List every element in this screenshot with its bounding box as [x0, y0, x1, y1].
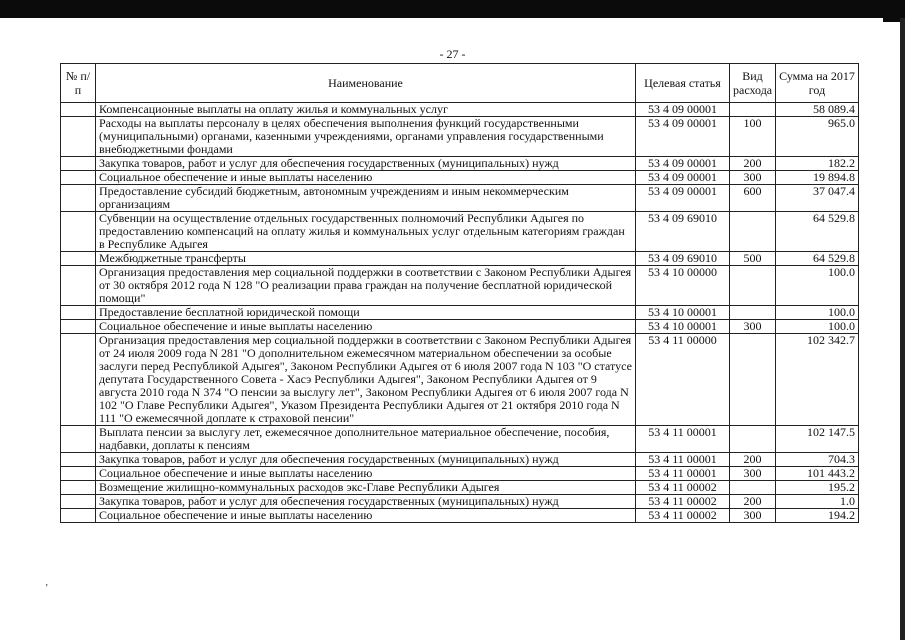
cell-name: Выплата пенсии за выслугу лет, ежемесячное дополнительное материальное обеспечение, пособия, надбавки, доплаты к пенсиям	[96, 426, 636, 453]
cell-code: 53 4 11 00002	[636, 481, 730, 495]
cell-code: 53 4 10 00000	[636, 266, 730, 306]
cell-sum: 102 342.7	[776, 334, 859, 426]
cell-code: 53 4 09 00001	[636, 157, 730, 171]
cell-name: Возмещение жилищно-коммунальных расходов экс-Главе Республики Адыгея	[96, 481, 636, 495]
cell-num	[61, 171, 96, 185]
cell-code: 53 4 10 00001	[636, 306, 730, 320]
table-row	[61, 306, 859, 320]
budget-table	[60, 63, 859, 523]
header-code: Целевая статья	[636, 64, 730, 103]
cell-code: 53 4 11 00000	[636, 334, 730, 426]
page-number: - 27 -	[439, 47, 466, 61]
cell-num	[61, 495, 96, 509]
header-name: Наименование	[96, 64, 636, 103]
cell-type: 300	[730, 320, 776, 334]
cell-type: 500	[730, 252, 776, 266]
cell-num	[61, 481, 96, 495]
cell-type: 300	[730, 171, 776, 185]
cell-num	[61, 426, 96, 453]
cell-name: Расходы на выплаты персоналу в целях обеспечения выполнения функций государственными (муниципальными) органами, казенными учреждениями, органами управления государственными внебюджетными фондами	[96, 117, 636, 157]
header-type: Вид расхода	[730, 64, 776, 103]
cell-num	[61, 320, 96, 334]
scan-top-border	[0, 0, 905, 18]
cell-name: Межбюджетные трансферты	[96, 252, 636, 266]
cell-num	[61, 103, 96, 117]
cell-type	[730, 306, 776, 320]
cell-num	[61, 185, 96, 212]
cell-code: 53 4 11 00001	[636, 467, 730, 481]
scan-mark: ʼ	[45, 583, 49, 594]
cell-type: 200	[730, 453, 776, 467]
cell-name: Субвенции на осуществление отдельных государственных полномочий Республики Адыгея по предоставлению компенсаций на оплату жилья и коммунальных услуг отдельным категориям граждан в Республике Адыгея	[96, 212, 636, 252]
cell-code: 53 4 11 00002	[636, 495, 730, 509]
cell-name: Социальное обеспечение и иные выплаты населению	[96, 467, 636, 481]
cell-sum: 1.0	[776, 495, 859, 509]
cell-code: 53 4 09 00001	[636, 117, 730, 157]
cell-code: 53 4 09 69010	[636, 252, 730, 266]
table-row	[61, 320, 859, 334]
cell-name: Компенсационные выплаты на оплату жилья и коммунальных услуг	[96, 103, 636, 117]
table-row	[61, 467, 859, 481]
cell-num	[61, 157, 96, 171]
cell-code: 53 4 10 00001	[636, 320, 730, 334]
cell-name: Закупка товаров, работ и услуг для обеспечения государственных (муниципальных) нужд	[96, 453, 636, 467]
cell-code: 53 4 09 69010	[636, 212, 730, 252]
table-row	[61, 334, 859, 426]
cell-type: 300	[730, 467, 776, 481]
cell-sum: 58 089.4	[776, 103, 859, 117]
cell-num	[61, 306, 96, 320]
cell-sum: 102 147.5	[776, 426, 859, 453]
cell-type	[730, 481, 776, 495]
cell-num	[61, 212, 96, 252]
cell-name: Предоставление бесплатной юридической помощи	[96, 306, 636, 320]
cell-code: 53 4 11 00002	[636, 509, 730, 523]
header-sum: Сумма на 2017 год	[776, 64, 859, 103]
cell-type: 100	[730, 117, 776, 157]
table-row	[61, 453, 859, 467]
cell-sum: 195.2	[776, 481, 859, 495]
cell-name: Закупка товаров, работ и услуг для обеспечения государственных (муниципальных) нужд	[96, 157, 636, 171]
table-header-row	[61, 64, 859, 103]
cell-name: Организация предоставления мер социальной поддержки в соответствии с Законом Республики Адыгея от 30 октября 2012 года N 128 "О реализации права граждан на получение бесплатной юридической помощи"	[96, 266, 636, 306]
cell-type	[730, 266, 776, 306]
cell-sum: 100.0	[776, 320, 859, 334]
cell-type: 600	[730, 185, 776, 212]
cell-name: Закупка товаров, работ и услуг для обеспечения государственных (муниципальных) нужд	[96, 495, 636, 509]
cell-type	[730, 426, 776, 453]
cell-code: 53 4 09 00001	[636, 185, 730, 212]
table-row	[61, 185, 859, 212]
cell-sum: 100.0	[776, 266, 859, 306]
cell-type	[730, 212, 776, 252]
cell-num	[61, 252, 96, 266]
cell-sum: 965.0	[776, 117, 859, 157]
cell-name: Предоставление субсидий бюджетным, автономным учреждениям и иным некоммерческим организациям	[96, 185, 636, 212]
cell-sum: 64 529.8	[776, 252, 859, 266]
scan-right-border	[900, 18, 905, 640]
table-row	[61, 266, 859, 306]
cell-type	[730, 103, 776, 117]
cell-name: Социальное обеспечение и иные выплаты населению	[96, 320, 636, 334]
cell-sum: 182.2	[776, 157, 859, 171]
cell-num	[61, 334, 96, 426]
cell-num	[61, 467, 96, 481]
cell-sum: 194.2	[776, 509, 859, 523]
cell-code: 53 4 09 00001	[636, 171, 730, 185]
cell-code: 53 4 09 00001	[636, 103, 730, 117]
cell-type: 300	[730, 509, 776, 523]
cell-sum: 37 047.4	[776, 185, 859, 212]
cell-type: 200	[730, 495, 776, 509]
cell-sum: 704.3	[776, 453, 859, 467]
table-row	[61, 103, 859, 117]
cell-sum: 64 529.8	[776, 212, 859, 252]
cell-num	[61, 266, 96, 306]
cell-num	[61, 117, 96, 157]
cell-sum: 100.0	[776, 306, 859, 320]
header-num: № п/п	[61, 64, 96, 103]
cell-name: Социальное обеспечение и иные выплаты населению	[96, 171, 636, 185]
cell-num	[61, 453, 96, 467]
cell-num	[61, 509, 96, 523]
cell-type: 200	[730, 157, 776, 171]
table-row	[61, 157, 859, 171]
cell-type	[730, 334, 776, 426]
table-row	[61, 252, 859, 266]
cell-code: 53 4 11 00001	[636, 426, 730, 453]
table-row	[61, 171, 859, 185]
table-row	[61, 495, 859, 509]
cell-name: Социальное обеспечение и иные выплаты населению	[96, 509, 636, 523]
cell-sum: 19 894.8	[776, 171, 859, 185]
table-row	[61, 509, 859, 523]
table-row	[61, 426, 859, 453]
cell-code: 53 4 11 00001	[636, 453, 730, 467]
table-row	[61, 481, 859, 495]
table-body	[61, 103, 859, 523]
table-row	[61, 117, 859, 157]
cell-sum: 101 443.2	[776, 467, 859, 481]
cell-name: Организация предоставления мер социальной поддержки в соответствии с Законом Республики Адыгея от 24 июля 2009 года N 281 "О дополнительном ежемесячном материальном обеспечении за особые заслуги перед Республикой Адыгея", Законом Республики Адыгея от 6 июля 2007 года N 103 "О статусе депутата Государственного Совета - Хасэ Республики Адыгея", Законом Республики Адыгея от 9 августа 2010 года N 374 "О пенсии за выслугу лет", Законом Республики Адыгея от 6 июля 2007 года N 102 "О Главе Республики Адыгея", Указом Президента Республики Адыгея от 21 октября 2010 года N 111 "О ежемесячной доплате к страховой пенсии"	[96, 334, 636, 426]
table-row	[61, 212, 859, 252]
